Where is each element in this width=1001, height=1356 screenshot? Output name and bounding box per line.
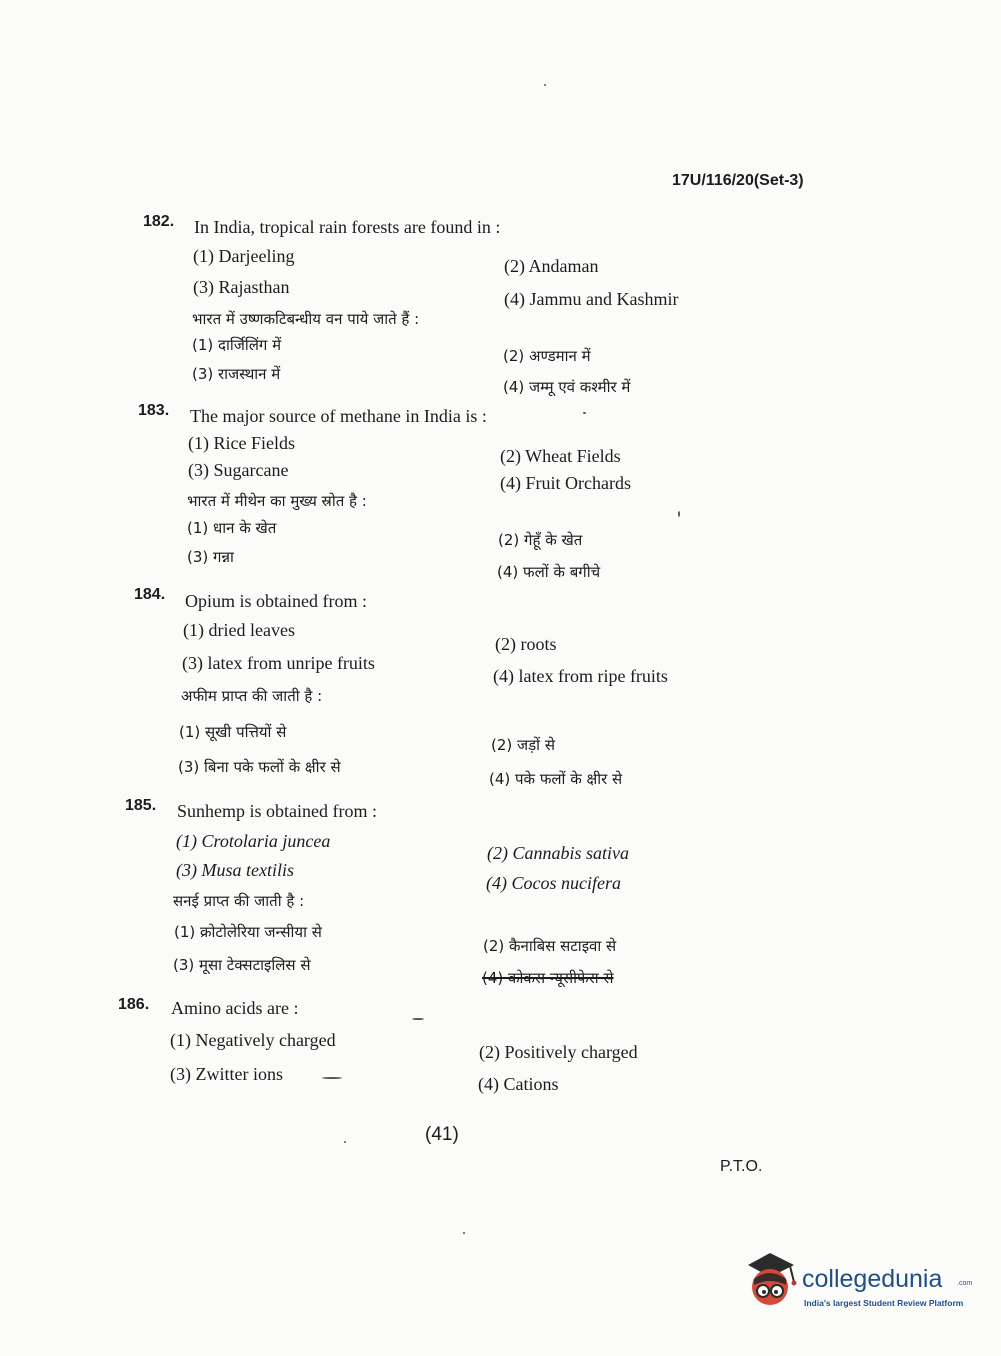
scan-speck [583,412,586,414]
option-4-hi: (4) कोकस न्यूसीफेरा से [482,969,614,987]
option-1-en: (1) Rice Fields [188,433,295,453]
option-1-en: (1) Darjeeling [193,246,295,266]
question-text-hi: भारत में उष्णकटिबन्धीय वन पाये जाते हैं : [192,310,420,328]
brand-tagline: India's largest Student Review Platform [804,1298,964,1308]
question-number: 184. [134,586,166,603]
option-2-en: (2) Andaman [504,256,599,276]
paper-set-code: 17U/116/20(Set-3) [672,172,804,189]
brand-suffix: .com [957,1280,973,1287]
option-4-en: (4) Jammu and Kashmir [504,289,679,309]
question-number: 186. [118,996,150,1013]
option-2-en: (2) Positively charged [479,1042,638,1062]
option-1-en: (1) Crotolaria juncea [176,831,331,851]
pto-note: P.T.O. [720,1158,763,1175]
option-3-en: (3) Sugarcane [188,460,289,480]
option-3-hi: (3) मूसा टेक्सटाइलिस से [173,956,311,974]
question-text-hi: सनई प्राप्त की जाती है : [173,892,305,910]
scan-speck [412,1018,424,1020]
option-4-en: (4) Cocos nucifera [486,873,621,893]
option-2-hi: (2) कैनाबिस सटाइवा से [483,937,617,955]
scan-speck [463,1232,465,1234]
question-number: 185. [125,797,157,814]
option-2-en: (2) Wheat Fields [500,446,621,466]
collegedunia-mascot-icon [740,1249,802,1311]
option-1-hi: (1) धान के खेत [187,519,277,537]
question-number: 182. [143,213,175,230]
scan-speck [344,1141,346,1143]
option-4-en: (4) Fruit Orchards [500,473,631,493]
page-number: (41) [425,1124,459,1145]
option-4-en: (4) Cations [478,1074,559,1094]
question-text-en: The major source of methane in India is : [190,406,487,426]
question-number: 183. [138,402,170,419]
option-3-en: (3) Musa textilis [176,860,294,880]
option-3-en: (3) latex from unripe fruits [182,653,375,673]
option-4-hi: (4) जम्मू एवं कश्मीर में [503,378,631,396]
option-2-en: (2) Cannabis sativa [487,843,629,863]
option-1-hi: (1) दार्जिलिंग में [192,336,282,354]
option-1-hi: (1) क्रोटोलेरिया जन्सीया से [174,923,322,941]
question-text-hi: अफीम प्राप्त की जाती है : [181,687,323,705]
option-3-hi: (3) राजस्थान में [192,365,281,383]
question-text-hi: भारत में मीथेन का मुख्य स्रोत है : [187,492,367,510]
option-2-en: (2) roots [495,634,557,654]
brand-name: collegedunia [802,1265,943,1293]
question-text-en: Opium is obtained from : [185,591,367,611]
option-2-hi: (2) गेहूँ के खेत [498,531,583,549]
question-text-en: Sunhemp is obtained from : [177,801,377,821]
option-4-hi: (4) फलों के बगीचे [497,563,601,581]
option-3-hi: (3) बिना पके फलों के क्षीर से [178,758,341,776]
option-1-en: (1) dried leaves [183,620,295,640]
question-text-en: In India, tropical rain forests are found in : [194,217,501,237]
question-text-en: Amino acids are : [171,998,299,1018]
option-1-en: (1) Negatively charged [170,1030,336,1050]
scan-speck [322,1077,342,1079]
option-2-hi: (2) अण्डमान में [503,347,591,365]
scan-speck [544,84,546,86]
option-4-hi: (4) पके फलों के क्षीर से [489,770,623,788]
option-2-hi: (2) जड़ों से [491,736,555,754]
option-4-en: (4) latex from ripe fruits [493,666,668,686]
option-3-hi: (3) गन्ना [187,548,234,566]
option-3-en: (3) Zwitter ions [170,1064,283,1084]
option-3-en: (3) Rajasthan [193,277,290,297]
option-1-hi: (1) सूखी पत्तियों से [179,723,287,741]
scan-speck [678,511,680,517]
